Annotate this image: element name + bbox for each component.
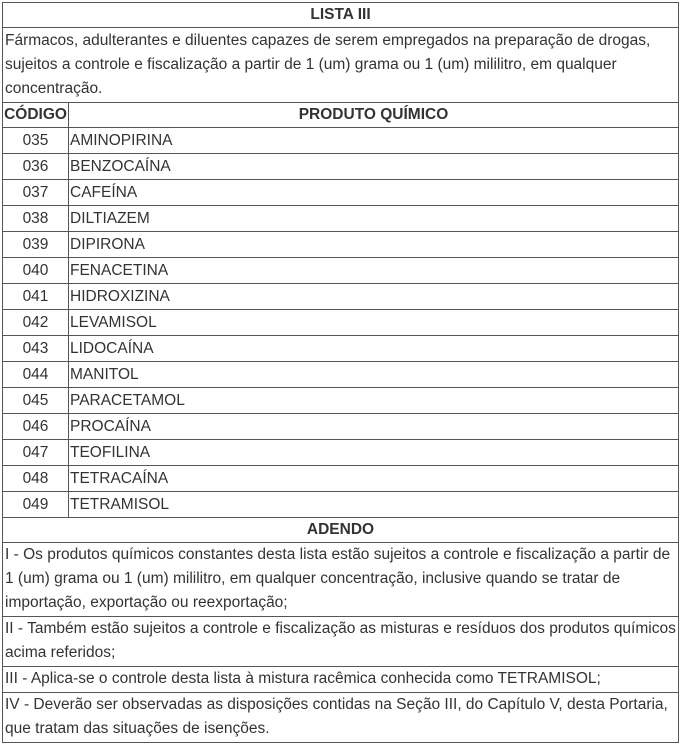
table-row (3, 440, 679, 466)
adendo-row (3, 543, 679, 617)
item-code: 036 (3, 154, 69, 180)
column-header-code: CÓDIGO (3, 103, 69, 128)
adendo-paragraph: II - Também estão sujeitos a controle e fiscalização as misturas e resíduos dos produtos químicos acima referidos; (3, 617, 679, 667)
adendo-paragraph: III - Aplica-se o controle desta lista à mistura racêmica conhecida como TETRAMISOL; (3, 667, 679, 693)
item-code: 044 (3, 362, 69, 388)
table-row (3, 388, 679, 414)
item-code: 038 (3, 206, 69, 232)
item-name: CAFEÍNA (69, 180, 679, 206)
document-wrapper (2, 2, 679, 743)
item-name: FENACETINA (69, 258, 679, 284)
item-code: 046 (3, 414, 69, 440)
item-code: 042 (3, 310, 69, 336)
adendo-row (3, 693, 679, 743)
table-row (3, 362, 679, 388)
item-code: 045 (3, 388, 69, 414)
table-row (3, 258, 679, 284)
table-row (3, 336, 679, 362)
item-name: DILTIAZEM (69, 206, 679, 232)
adendo-paragraph: IV - Deverão ser observadas as disposições contidas na Seção III, do Capítulo V, desta Portaria, que tratam das situações de isenções. (3, 693, 679, 743)
item-code: 048 (3, 466, 69, 492)
item-code: 049 (3, 492, 69, 518)
table-row (3, 180, 679, 206)
item-code: 041 (3, 284, 69, 310)
item-name: MANITOL (69, 362, 679, 388)
adendo-title: ADENDO (3, 518, 679, 543)
table-row (3, 206, 679, 232)
adendo-title-row (3, 518, 679, 543)
item-name: PROCAÍNA (69, 414, 679, 440)
item-name: PARACETAMOL (69, 388, 679, 414)
adendo-row (3, 617, 679, 667)
adendo-row (3, 667, 679, 693)
table-row (3, 310, 679, 336)
column-header-row (3, 103, 679, 128)
title-row (3, 3, 679, 28)
item-code: 035 (3, 128, 69, 154)
table-row (3, 492, 679, 518)
item-name: DIPIRONA (69, 232, 679, 258)
description-row (3, 28, 679, 103)
lista-iii-table (2, 2, 679, 743)
adendo-paragraph: I - Os produtos químicos constantes desta lista estão sujeitos a controle e fiscalização a partir de 1 (um) grama ou 1 (um) mililitro, em qualquer concentração, inclusive quando se tratar de importação, exportação ou reexportação; (3, 543, 679, 617)
item-name: BENZOCAÍNA (69, 154, 679, 180)
table-row (3, 466, 679, 492)
list-description: Fármacos, adulterantes e diluentes capazes de serem empregados na preparação de drogas, sujeitos a controle e fiscalização a partir de 1 (um) grama ou 1 (um) mililitro, em qualquer concentração. (3, 28, 679, 103)
item-code: 037 (3, 180, 69, 206)
item-name: TEOFILINA (69, 440, 679, 466)
item-name: LIDOCAÍNA (69, 336, 679, 362)
item-name: LEVAMISOL (69, 310, 679, 336)
item-name: AMINOPIRINA (69, 128, 679, 154)
table-row (3, 284, 679, 310)
item-name: HIDROXIZINA (69, 284, 679, 310)
item-name: TETRACAÍNA (69, 466, 679, 492)
table-row (3, 128, 679, 154)
column-header-product: PRODUTO QUÍMICO (69, 103, 679, 128)
item-code: 039 (3, 232, 69, 258)
table-row (3, 414, 679, 440)
table-row (3, 232, 679, 258)
item-code: 047 (3, 440, 69, 466)
table-row (3, 154, 679, 180)
item-code: 043 (3, 336, 69, 362)
item-name: TETRAMISOL (69, 492, 679, 518)
item-code: 040 (3, 258, 69, 284)
list-title: LISTA III (3, 3, 679, 28)
